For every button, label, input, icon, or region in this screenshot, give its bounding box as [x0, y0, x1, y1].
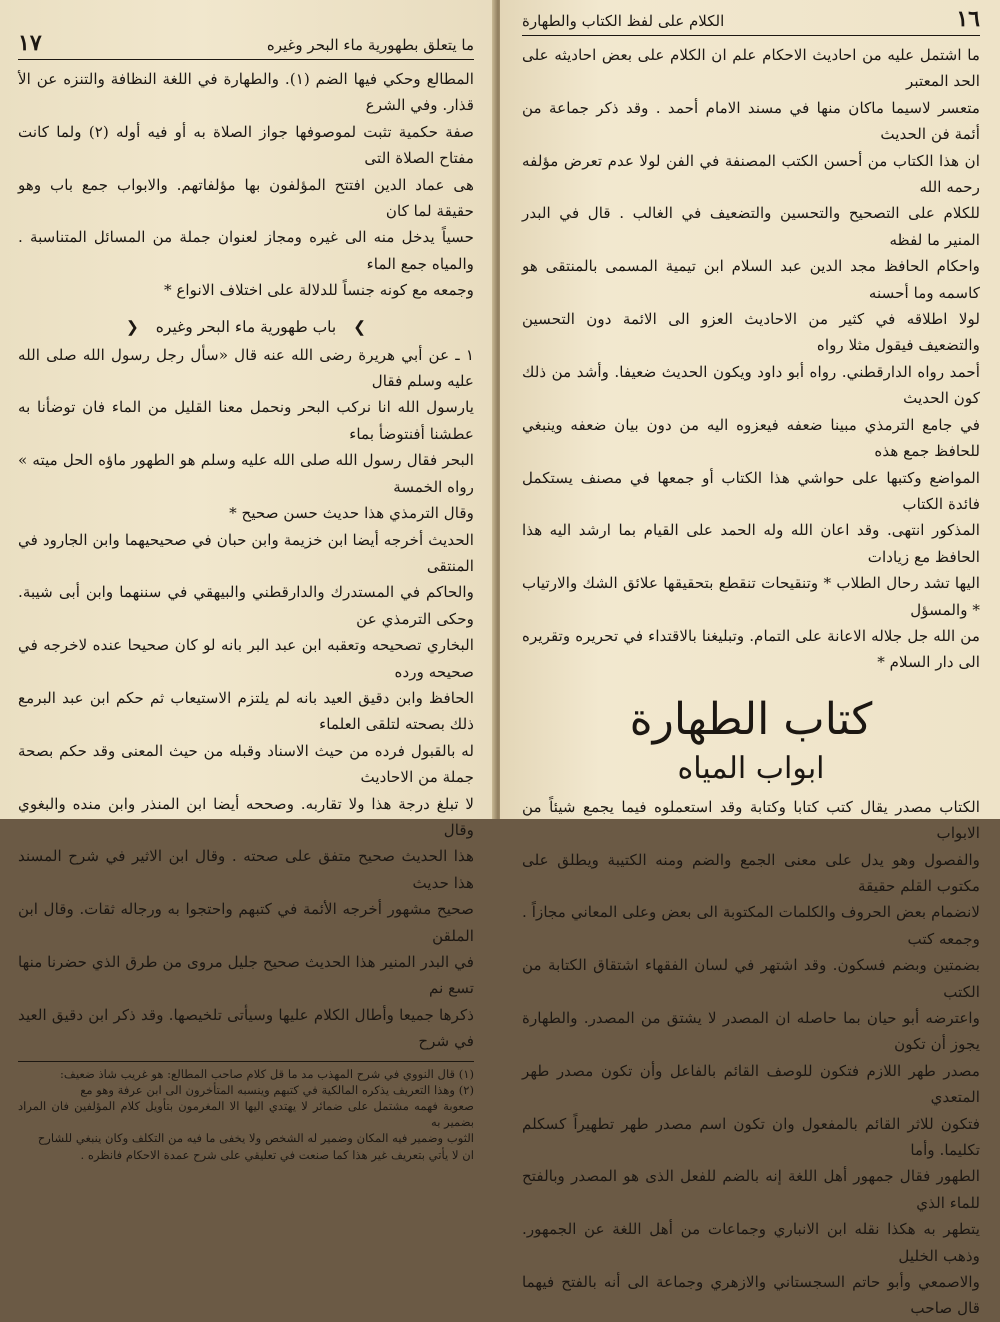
right-page-header [522, 6, 980, 36]
text-line: الحافظ وابن دقيق العيد بانه لم يلتزم الاستيعاب ثم حكم ابن عبد البرمع ذلك بصحته لتلقى العلماء [18, 688, 474, 734]
text-line: وجمعه مع كونه جنساً للدلالة على اختلاف الانواع * [163, 281, 474, 300]
footnote-line: الثوب وضمير فيه المكان وضمير له الشخص ولا يخفى ما فيه من التكلف وكان ينبغي للشارح [37, 1131, 474, 1146]
text-line: والفصول وهو يدل على معنى الجمع والضم ومنه الكتيبة ويطلق على مكتوب القلم حقيقة [522, 850, 980, 895]
text-line: المطالع وحكي فيها الضم (١). والطهارة في اللغة النظافة والتنزه عن الأ قذار. وفي الشرع [18, 70, 474, 115]
footnote-line: (٢) وهذا التعريف يذكره المالكية في كتبهم وينسبه المتأخرون الى ابن عرفة وهو مع [80, 1082, 474, 1097]
right-intro [522, 42, 980, 676]
text-line: البحر فقال رسول الله صلى الله عليه وسلم هو الطهور ماؤه الحل ميته » رواه الخمسة [18, 451, 474, 496]
text-line: والاصمعي وأبو حاتم السجستاني والازهري وجماعة الى أنه بالفتح فيهما قال صاحب [522, 1273, 980, 1318]
text-line: متعسر لاسيما ماكان منها في مسند الامام أحمد . وقد ذكر جماعة من أئمة فن الحديث [522, 98, 980, 144]
ornament-right: ❯ [353, 317, 367, 336]
footnote-line: (١) قال النووي في شرح المهذب مد ما قل كلام صاحب المطالع: هو غريب شاذ ضعيف: [59, 1066, 474, 1081]
footnote-line: صعوبة فهمه مشتمل على ضمائر لا يهتدي اليها الا المغرمون بتأويل كلام المؤلفين فان المراد بضمير به [18, 1099, 474, 1130]
text-line: مصدر طهر اللازم فتكون للوصف القائم بالفاعل وأن تكون مصدر طهر المتعدي [522, 1061, 980, 1107]
text-line: حسياً يدخل منه الى غيره ومجاز لعنوان جملة من المسائل المتناسبة . والمياه جمع الماء [18, 228, 474, 273]
chapter-heading-text: باب طهورية ماء البحر وغيره [155, 317, 337, 336]
right-page [500, 0, 1000, 1318]
text-line: وقال الترمذي هذا حديث حسن صحيح * [229, 504, 474, 523]
text-line: للكلام على التصحيح والتحسين والتضعيف في الغالب . قال في البدر المنير ما لفظه [522, 204, 980, 249]
text-line: واحكام الحافظ مجد الدين عبد السلام ابن تيمية المسمى بالمنتقى هو كاسمه وما أحسنه [522, 257, 980, 302]
text-line: في جامع الترمذي مبينا ضعفه فيعزوه اليه من دون بيان ضعفه وينبغي للحافظ جمع هذه [522, 415, 980, 461]
text-line: البخاري تصحيحه وتعقبه ابن عبد البر بانه لو كان صحيحا عنده لاخرجه في صحيحه ورده [18, 636, 474, 681]
chapter-heading [18, 318, 474, 336]
left-page-number: ١٧ [18, 30, 42, 56]
commentary-block [18, 527, 474, 1055]
left-running-title: ما يتعلق بطهورية ماء البحر وغيره [266, 36, 474, 54]
ornament-left: ❮ [125, 317, 139, 336]
footnote-divider [18, 1061, 474, 1062]
right-page-number: ١٦ [956, 6, 980, 32]
text-line: ما اشتمل عليه من احاديث الاحكام علم ان الكلام على بعض احاديثه على الحد المعتبر [522, 46, 980, 91]
text-line: لولا اطلاقه في كثير من الاحاديث العزو الى الائمة دون التحسين والتضعيف فيقول مثلا رواه [522, 310, 980, 355]
text-line: هذا الحديث صحيح متفق على صحته . وقال ابن الاثير في شرح المسند هذا حديث [18, 847, 474, 892]
text-line: يتطهر به هكذا نقله ابن الانباري وجماعات من أهل اللغة عن الجمهور. وذهب الخليل [522, 1220, 980, 1265]
text-line: له بالقبول فرده من حيث الاسناد وقبله من حيث المعنى وقد حكم بصحة جملة من الاحاديث [18, 741, 474, 787]
text-line: المذكور انتهى. وقد اعان الله وله الحمد على القيام بما ارشد اليه هذا الحافظ مع زيادات [522, 521, 980, 566]
text-line: ان هذا الكتاب من أحسن الكتب المصنفة في الفن لولا عدم تعرض مؤلفه رحمه الله [522, 151, 980, 197]
text-line: أحمد رواه الدارقطني. رواه أبو داود ويكون الحديث ضعيفا. وأشد من ذلك كون الحديث [522, 362, 980, 408]
text-line: ذكرها جميعا وأطال الكلام عليها وسيأتى تلخيصها. وقد ذكر ابن دقيق العيد في شرح [18, 1005, 474, 1051]
text-line: واعترضه أبو حيان بما حاصله ان المصدر لا يشتق من المصدر. والطهارة يجوز أن تكون [522, 1009, 980, 1054]
book-title: كتاب الطهارة [629, 693, 873, 745]
text-line: فتكون للاثر القائم بالمفعول وان تكون اسم مصدر طهر تطهيراً كسكلم تكليما. وأما [522, 1114, 980, 1160]
left-page-header [18, 30, 474, 60]
text-line: اليها تشد رحال الطلاب * وتنقيحات تنقطع بتحقيقها علائق الشك والارتياب * والمسؤل [522, 574, 980, 619]
text-line: والحاكم في المستدرك والدارقطني والبيهقي في سننهما وابن أبى شيبة. وحكى الترمذي عن [18, 583, 474, 628]
right-body-text [522, 794, 980, 1322]
hadith-block [18, 342, 474, 527]
text-line: يارسول الله انا نركب البحر ونحمل معنا القليل من الماء فان توضأنا به عطشنا أفنتوضأ بماء [18, 398, 474, 443]
text-line: الطهور فقال جمهور أهل اللغة إنه بالضم للفعل الذى هو المصدر وبالفتح للماء الذي [522, 1167, 980, 1212]
text-line: بضمتين وبضم فسكون. وقد اشتهر في لسان الفقهاء اشتقاق الكتابة من الكتب [522, 956, 980, 1001]
text-line: من الله جل جلاله الاعانة على التمام. وتبليغنا بالاقتداء في تحريره وتقريره الى دار السلام * [522, 626, 980, 672]
section-title: ابواب المياه [677, 750, 825, 786]
text-line: الحديث أخرجه أيضا ابن خزيمة وابن حبان في صحيحيهما وابن الجارود في المنتقى [18, 530, 474, 575]
footnote-line: ان لا يأتي بتعريف غير هذا كما صنعت في تعليقي على شرح عمدة الاحكام فانظره . [80, 1147, 474, 1162]
footnotes [18, 1066, 474, 1163]
text-line: المواضع وكتبها على حواشي هذا الكتاب أو جمعها في مصنف يستكمل فائدة الكتاب [522, 468, 980, 513]
text-line: صفة حكمية تثبت لموصوفها جواز الصلاة به أو فيه أوله (٢) ولما كانت مفتاح الصلاة التى [18, 122, 474, 168]
text-line: ١ ـ عن أبي هريرة رضى الله عنه قال «سأل رجل رسول الله صلى الله عليه وسلم فقال [18, 345, 474, 391]
left-page [0, 0, 496, 1162]
left-intro [18, 66, 474, 304]
text-line: لانضمام بعض الحروف والكلمات المكتوبة الى بعض وعلى المعاني مجازاً . وجمعه كتب [522, 903, 980, 948]
text-line: الكتاب مصدر يقال كتب كتابا وكتابة وقد استعملوه فيما يجمع شيئاً من الابواب [522, 797, 980, 843]
right-running-title: الكلام على لفظ الكتاب والطهارة [522, 12, 725, 30]
text-line: في البدر المنير هذا الحديث صحيح جليل مروى من طرق الذي حضرنا منها تسع نم [18, 953, 474, 998]
text-line: لا تبلغ درجة هذا ولا تقاربه. وصححه أيضا ابن المنذر وابن منده والبغوي وقال [18, 794, 474, 839]
text-line: صحيح مشهور أخرجه الأئمة في كتبهم واحتجوا به ورجاله ثقات. وقال ابن الملقن [18, 900, 474, 945]
text-line: هى عماد الدين افتتح المؤلفون بها مؤلفاتهم. والابواب جمع باب وهو حقيقة لما كان [18, 175, 474, 221]
